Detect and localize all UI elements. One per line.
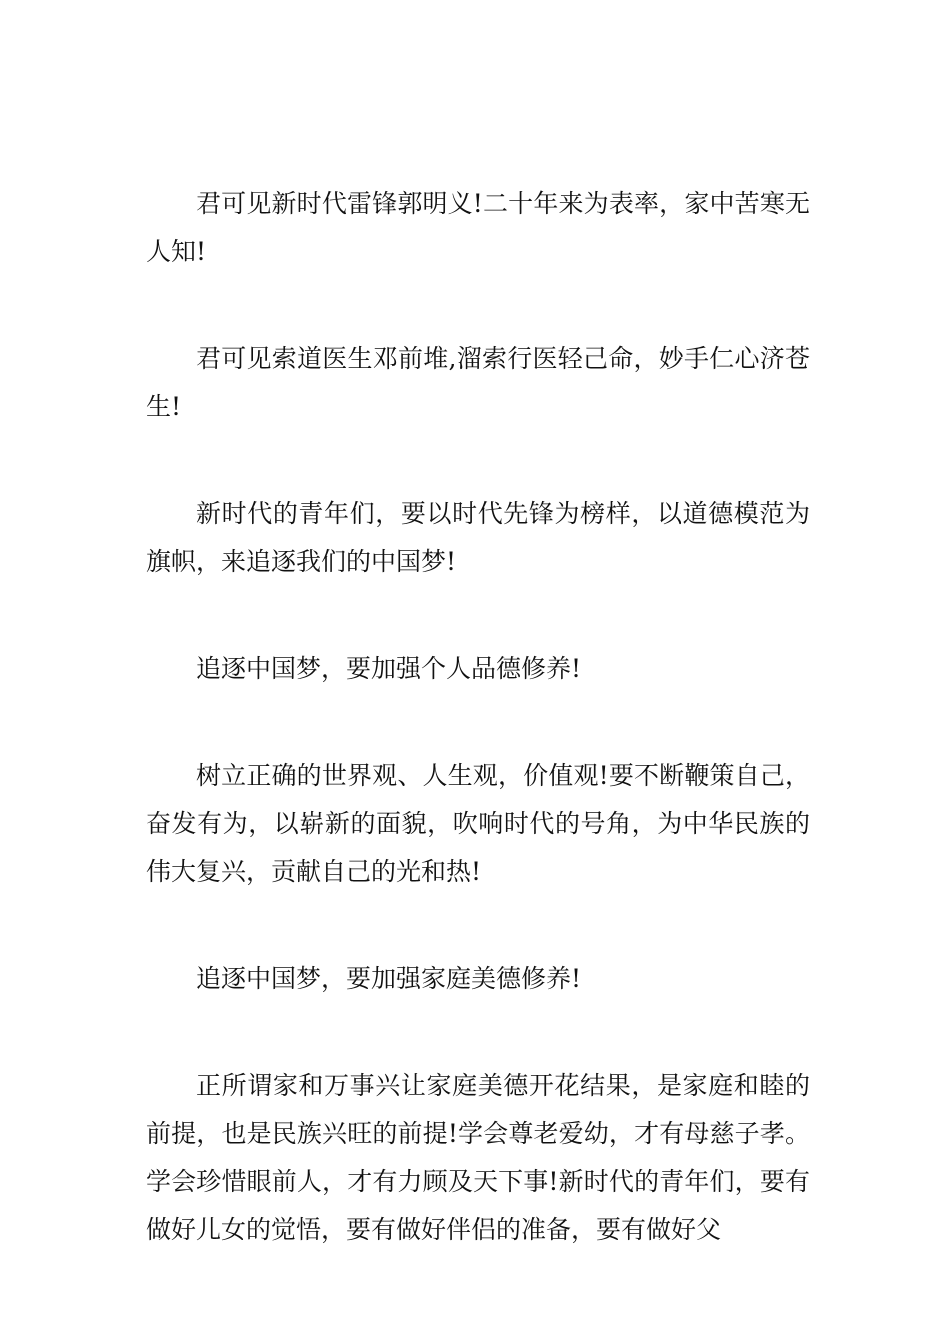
paragraph-5: 树立正确的世界观、人生观，价值观!要不断鞭策自己，奋发有为，以崭新的面貌，吹响时代的号角，为中华民族的伟大复兴，贡献自己的光和热! <box>146 761 810 886</box>
paragraph-6: 追逐中国梦，要加强家庭美德修养! <box>196 964 582 993</box>
paragraph-4: 追逐中国梦，要加强个人品德修养! <box>196 654 582 683</box>
document-body <box>146 180 810 1313</box>
paragraph-1: 君可见新时代雷锋郭明义!二十年来为表率，家中苦寒无人知! <box>146 189 810 266</box>
paragraph-2: 君可见索道医生邓前堆,溜索行医轻己命，妙手仁心济苍生! <box>146 344 810 421</box>
paragraph-3: 新时代的青年们，要以时代先锋为榜样，以道德模范为旗帜，来追逐我们的中国梦! <box>146 499 810 576</box>
paragraph-7: 正所谓家和万事兴让家庭美德开花结果，是家庭和睦的前提，也是民族兴旺的前提!学会尊老爱幼，才有母慈子孝。学会珍惜眼前人，才有力顾及天下事!新时代的青年们，要有做好儿女的觉悟，要有做好伴侣的准备，要有做好父 <box>146 1071 810 1244</box>
